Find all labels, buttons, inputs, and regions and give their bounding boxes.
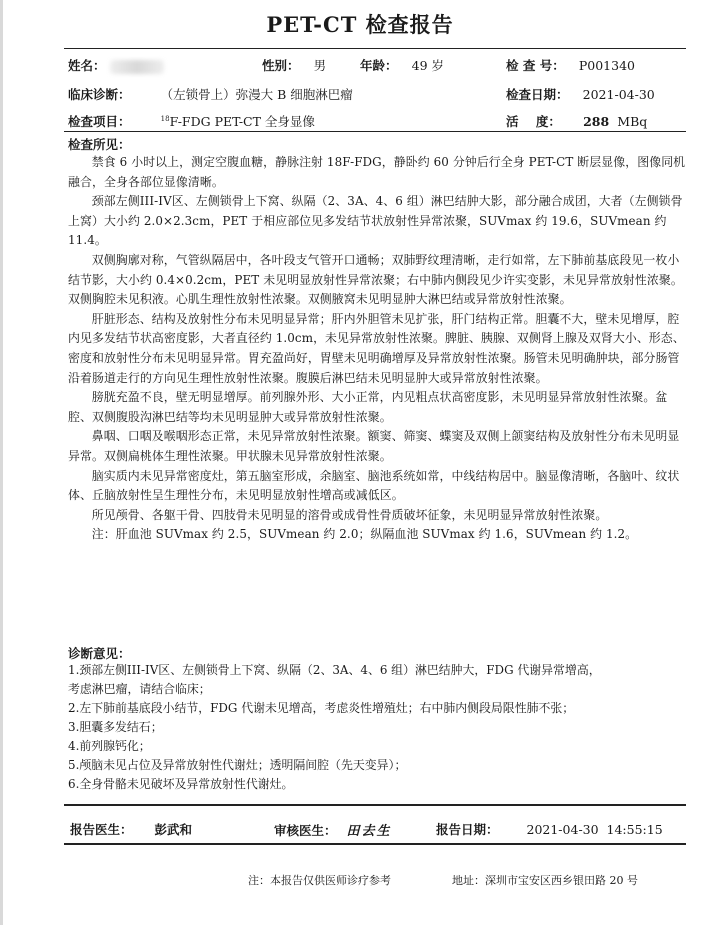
- header-bottom-rule: [64, 131, 686, 132]
- findings-paragraph: 禁食 6 小时以上，测定空腹血糖，静脉注射 18F-FDG，静卧约 60 分钟后行全身 PET-CT 断层显像，图像同机融合，全身各部位显像清晰。: [68, 155, 686, 189]
- clinical-diagnosis-field: 临床诊断： （左锁骨上）弥漫大 B 细胞淋巴瘤: [68, 87, 353, 102]
- findings-paragraph: 颈部左侧III-IV区、左侧锁骨上下窝、纵隔（2、3A、4、6 组）淋巴结肿大影，部分融合成团，大者（左侧锁骨上窝）大小约 2.0×2.3cm，PET 于相应部位见多发结节状放射性异常浓聚，SUVmax 约 19.6，SUVmean 约 11.4。: [68, 194, 683, 248]
- opinion-item: 4.前列腺钙化；: [68, 739, 151, 753]
- exam-item-field: 检查项目： $^{18}$F-FDG PET-CT 全身显像: [68, 114, 315, 129]
- patient-name-field: 姓名：: [68, 56, 164, 74]
- reporter-name: 彭武和: [154, 822, 193, 837]
- opinion-item: 5.颅脑未见占位及异常放射性代谢灶；透明隔间腔（先天变异）；: [68, 758, 407, 772]
- title-latin: PET-CT: [266, 12, 358, 37]
- age-field: 年龄： 49 岁: [360, 58, 445, 73]
- page-edge: [0, 0, 3, 925]
- reviewer-field: 审核医生： 田去生: [274, 820, 392, 839]
- reporter-field: 报告医生： 彭武和: [70, 822, 193, 837]
- header-top-rule: [64, 48, 686, 49]
- activity-field: 活 度： 288 MBq: [506, 114, 648, 129]
- findings-paragraph: 所见颅骨、各躯干骨、四肢骨未见明显的溶骨或成骨性骨质破坏征象，未见明显异常放射性浓聚。: [91, 507, 608, 522]
- gender-field: 性别： 男: [262, 58, 327, 73]
- footer-bottom-rule: [64, 843, 686, 845]
- report-title: [0, 9, 720, 39]
- findings-paragraph: 双侧胸廓对称，气管纵隔居中，各叶段支气管开口通畅；双肺野纹理清晰，走行如常，左下肺前基底段见一枚小结节影，大小约 0.4×0.2cm，PET 未见明显放射性异常浓聚；右中肺内侧段见少许实变影，未见异常放射性浓聚。双侧胸腔未见积液。心肌生理性放射性浓聚。双侧腋窝未见明显肿大淋巴结或异常放射性浓聚。: [68, 252, 683, 307]
- reviewer-signature: 田去生: [346, 824, 392, 839]
- opinion-item: 1.颈部左侧III-IV区、左侧锁骨上下窝、纵隔（2、3A、4、6 组）淋巴结肿大，FDG 代谢异常增高，: [68, 663, 601, 677]
- opinion-label: 诊断意见：: [68, 646, 131, 661]
- opinion-item: 6.全身骨骼未见破坏及异常放射性代谢灶。: [68, 777, 294, 791]
- report-date-field: 报告日期： 2021-04-30 14:55:15: [436, 822, 663, 837]
- exam-date-field: 检查日期： 2021-04-30: [506, 87, 655, 102]
- findings-paragraph: 肝脏形态、结构及放射性分布未见明显异常；肝内外胆管未见扩张，肝门结构正常。胆囊不大，壁未见增厚，腔内见多发结节状高密度影，大者直径约 1.0cm，未见异常放射性浓聚。脾脏、胰腺、双侧肾上腺及双肾大小、形态、密度和放射性分布未见明显异常。胃充盈尚好，胃壁未见明确增厚及异常放射性浓聚。肠管未见明确肿块，部分肠管沿着肠道走行的方向见生理性放射性浓聚。腹膜后淋巴结未见明显肿大或异常放射性浓聚。: [68, 311, 685, 385]
- findings-paragraph: 注：肝血池 SUVmax 约 2.5，SUVmean 约 2.0；纵隔血池 SUVmax 约 1.6，SUVmean 约 1.2。: [91, 527, 638, 542]
- opinion-item: 2.左下肺前基底段小结节，FDG 代谢未见增高，考虑炎性增殖灶；右中肺内侧段局限性肺不张；: [68, 701, 575, 715]
- address-note: 地址：深圳市宝安区西乡银田路 20 号: [452, 874, 638, 887]
- footer-top-rule: [64, 804, 686, 806]
- findings-label: 检查所见：: [68, 137, 131, 152]
- findings-paragraph: 膀胱充盈不良，壁无明显增厚。前列腺外形、大小正常，内见粗点状高密度影，未见明显异常放射性浓聚。盆腔、双侧腹股沟淋巴结等均未见明显肿大或异常放射性浓聚。: [68, 390, 668, 424]
- findings-paragraph: 脑实质内未见异常密度灶，第五脑室形成，余脑室、脑池系统如常，中线结构居中。脑显像清晰，各脑叶、纹状体、丘脑放射性呈生理性分布，未见明显放射性增高或减低区。: [68, 468, 680, 503]
- opinion-item: 3.胆囊多发结石；: [68, 720, 163, 734]
- name-redacted: [110, 60, 164, 74]
- findings-body: [68, 153, 688, 545]
- title-cjk: 检查报告: [365, 13, 454, 37]
- exam-no-field: 检 查 号： P001340: [506, 58, 635, 73]
- disclaimer-note: 注：本报告仅供医师诊疗参考: [248, 874, 391, 887]
- opinion-item: 考虑淋巴瘤，请结合临床；: [68, 682, 211, 696]
- opinion-body: [68, 661, 688, 794]
- findings-paragraph: 鼻咽、口咽及喉咽形态正常，未见异常放射性浓聚。额窦、筛窦、蝶窦及双侧上颌窦结构及放射性分布未见明显异常。双侧扁桃体生理性浓聚。甲状腺未见异常放射性浓聚。: [68, 429, 680, 463]
